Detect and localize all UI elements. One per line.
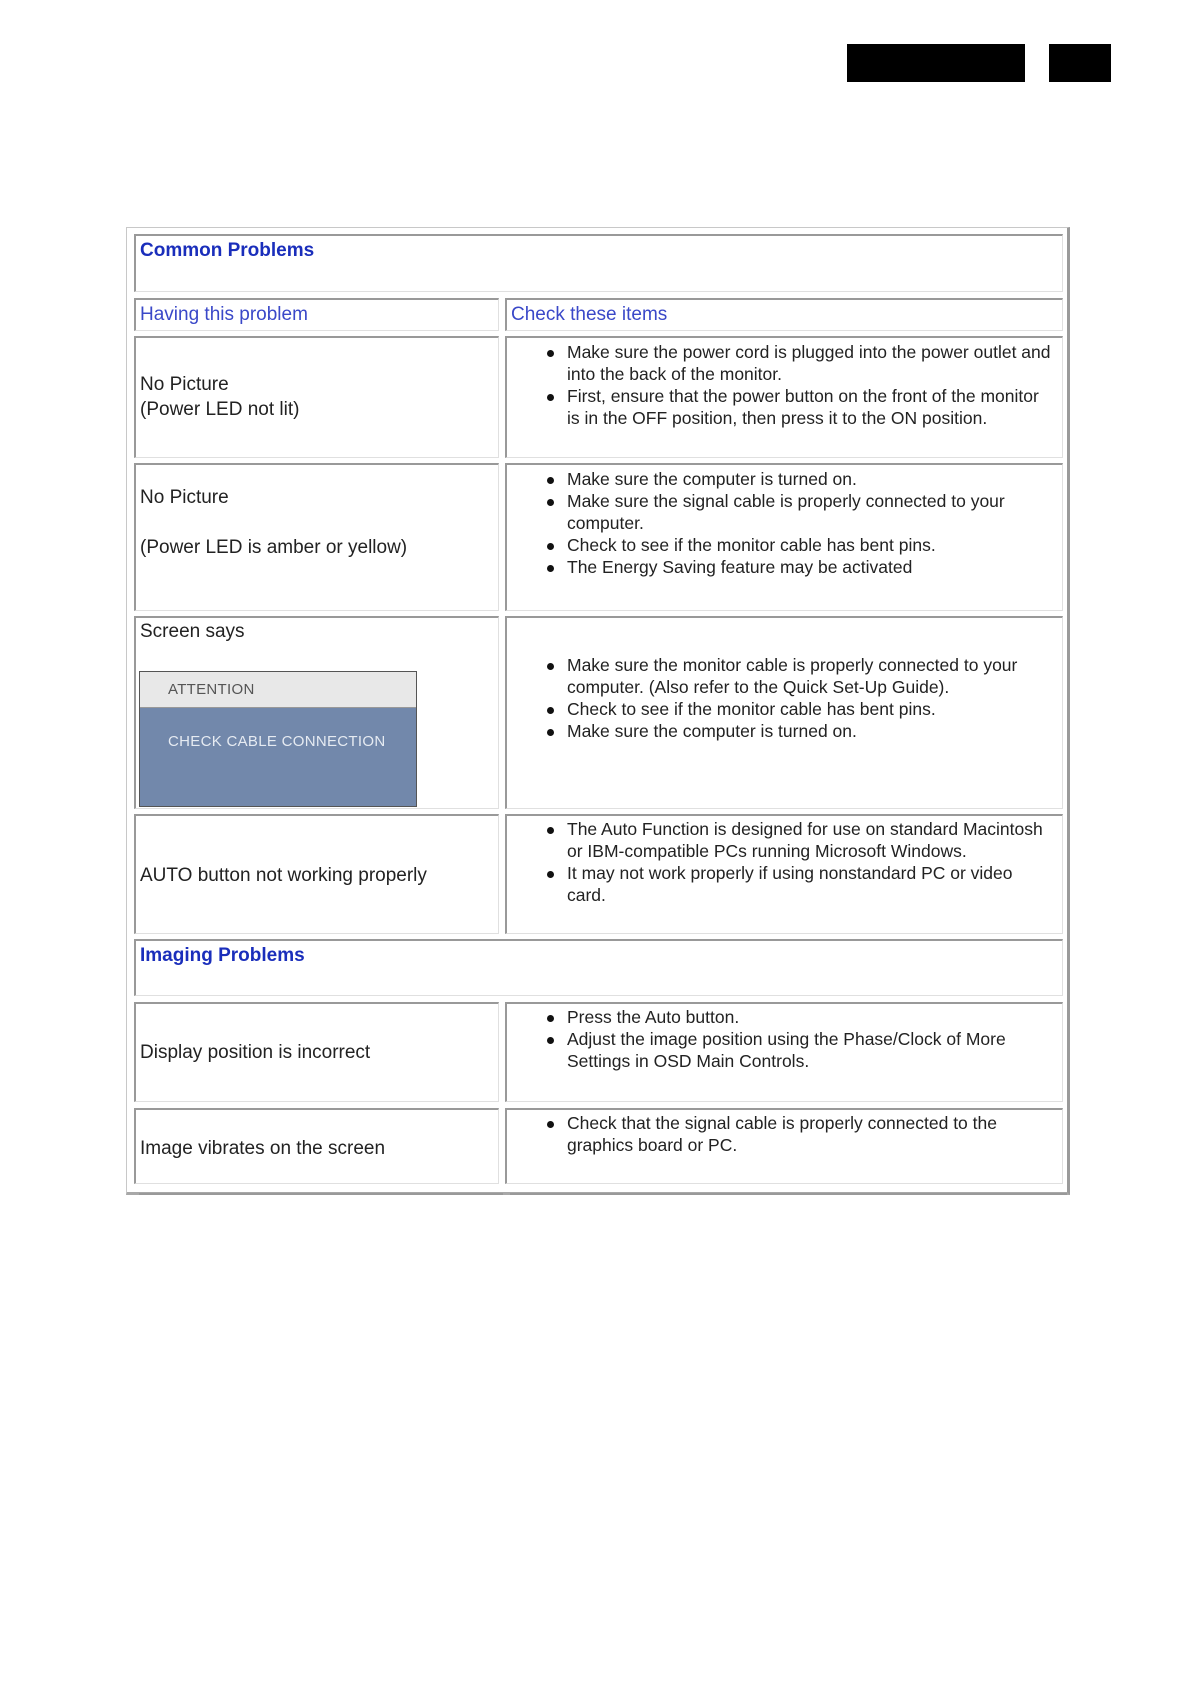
redacted-page-number-block	[1049, 44, 1111, 82]
osd-title-bar	[140, 672, 416, 708]
problem-text: Image vibrates on the screen	[140, 1138, 386, 1159]
check-item: Check that the signal cable is properly connected to the graphics board or PC.	[547, 1112, 1056, 1156]
check-item: Adjust the image position using the Phase/Clock of More Settings in OSD Main Controls.	[547, 1028, 1056, 1072]
problem-cell	[134, 463, 499, 611]
check-list	[547, 341, 1056, 429]
check-list	[547, 818, 1056, 906]
cutoff-row-border	[139, 1193, 503, 1195]
check-list	[547, 1112, 1056, 1156]
check-list	[547, 654, 1056, 742]
troubleshooting-table	[126, 227, 1070, 1195]
problem-cell	[134, 1002, 499, 1102]
check-item: Make sure the signal cable is properly connected to your computer.	[547, 490, 1056, 534]
check-item: Make sure the power cord is plugged into the power outlet and into the back of the monitor.	[547, 341, 1056, 385]
section-header-common	[134, 234, 1063, 292]
problem-text: No Picture	[140, 487, 229, 508]
check-item: The Energy Saving feature may be activated	[547, 556, 1056, 578]
check-item: The Auto Function is designed for use on standard Macintosh or IBM-compatible PCs running Microsoft Windows.	[547, 818, 1056, 862]
section-title: Common Problems	[140, 240, 315, 261]
check-cell	[505, 616, 1063, 809]
redacted-header-block	[847, 44, 1025, 82]
osd-message: CHECK CABLE CONNECTION	[168, 733, 386, 750]
check-item: Check to see if the monitor cable has bent pins.	[547, 534, 1056, 556]
check-item: Make sure the computer is turned on.	[547, 468, 1056, 490]
section-header-imaging	[134, 939, 1063, 996]
problem-text: (Power LED is amber or yellow)	[140, 537, 408, 558]
check-cell	[505, 814, 1063, 934]
problem-cell	[134, 1108, 499, 1184]
check-item: Check to see if the monitor cable has bent pins.	[547, 698, 1056, 720]
check-item: First, ensure that the power button on the front of the monitor is in the OFF position, then press it to the ON position.	[547, 385, 1056, 429]
problem-text: (Power LED not lit)	[140, 399, 300, 420]
column-header-label: Check these items	[511, 304, 668, 325]
check-item: Press the Auto button.	[547, 1006, 1056, 1028]
problem-cell	[134, 336, 499, 458]
column-header-problem	[134, 298, 499, 331]
problem-text: No Picture	[140, 374, 229, 395]
problem-cell	[134, 814, 499, 934]
problem-text: Display position is incorrect	[140, 1042, 371, 1063]
osd-title: ATTENTION	[168, 681, 255, 698]
problem-cell	[134, 616, 499, 809]
check-cell	[505, 336, 1063, 458]
section-title: Imaging Problems	[140, 945, 305, 966]
check-cell	[505, 463, 1063, 611]
osd-warning-image	[139, 671, 417, 807]
check-item: It may not work properly if using nonstandard PC or video card.	[547, 862, 1056, 906]
check-list	[547, 468, 1056, 578]
check-item: Make sure the monitor cable is properly connected to your computer. (Also refer to the Quick Set-Up Guide).	[547, 654, 1056, 698]
check-cell	[505, 1002, 1063, 1102]
column-header-check	[505, 298, 1063, 331]
check-item: Make sure the computer is turned on.	[547, 720, 1056, 742]
problem-text: Screen says	[140, 621, 245, 642]
check-cell	[505, 1108, 1063, 1184]
column-header-label: Having this problem	[140, 304, 308, 325]
check-list	[547, 1006, 1056, 1072]
problem-text: AUTO button not working properly	[140, 865, 427, 886]
cutoff-row-border	[510, 1193, 1067, 1195]
